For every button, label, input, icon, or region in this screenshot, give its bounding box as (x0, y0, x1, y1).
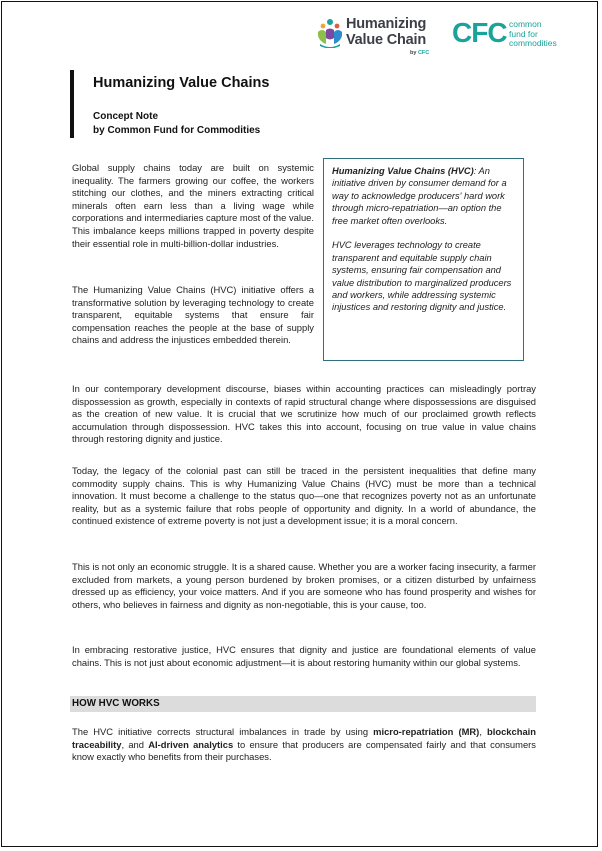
cfc-logo-line2: fund for (509, 28, 538, 39)
how-bold-blockchain: blockchain traceability (72, 726, 537, 750)
cfc-logo-words (509, 20, 557, 49)
paragraph-intro: Global supply chains today are built on systemic inequality. The farmers growing our coffee, the workers stitching our clothes, and the miners extracting critical minerals often earn less than a living wage while corporations and intermediaries capture most of the value. This imbalance keeps millions trapped in poverty despite their essential role in multi-billion-dollar industries. (72, 162, 314, 249)
hvc-logo-line2: Value Chain (346, 32, 426, 48)
callout-lead-rest: : An initiative driven by consumer demand for a way to acknowledge producers' hard work through micro-repatriation—an option the free market often overlooks. (332, 166, 507, 226)
paragraph-how-it-works (72, 726, 536, 764)
hvc-emblem-icon (316, 18, 344, 48)
hvc-logo-by-brand: CFC (417, 50, 430, 56)
subtitle-line2: by Common Fund for Commodities (93, 125, 261, 136)
how-text-start: The HVC initiative corrects structural imbalances in trade by using (72, 726, 374, 737)
paragraph-restorative: In embracing restorative justice, HVC ensures that dignity and justice are foundational elements of value chains. This is not just about economic adjustment—it is about restoring humanity within our global systems. (72, 644, 536, 668)
hvc-logo-wordmark (346, 16, 426, 48)
paragraph-colonial: Today, the legacy of the colonial past can still be traced in the persistent inequalities that define many commodity supply chains. This is why Humanizing Value Chains (HVC) must be more than a technical innovation. It must become a challenge to the status quo—one that recognizes poverty not as an unfortunate reality, but as a systemic failure that robs people of opportunity and dignity. In a world of abundance, the continued existence of extreme poverty is not just a development issue; it is a moral concern. (72, 465, 536, 527)
callout-para1 (332, 165, 515, 227)
cfc-logo (452, 18, 572, 52)
paragraph-shared-cause: This is not only an economic struggle. It is a shared cause. Whether you are a worker facing insecurity, a farmer excluded from markets, a young person burdened by broken promises, or a citizen disturbed by unfairness dressed up as efficiency, your voice matters. And if you are someone who has found prosperity and wishes for others, who believes in fairness and dignity as non-negotiable, this is your cause, too. (72, 561, 536, 610)
hvc-logo-byline (410, 50, 429, 56)
hvc-logo-line1: Humanizing (346, 16, 427, 32)
document-title: Humanizing Value Chains (93, 75, 270, 91)
subtitle-line1: Concept Note (93, 111, 158, 122)
cfc-logo-line1: common (509, 19, 542, 29)
how-bold-ai: AI-driven analytics (148, 738, 234, 750)
how-sep2: , and (121, 738, 149, 750)
hvc-logo-by: by (410, 50, 417, 56)
callout-para2: HVC leverages technology to create transparent and equitable supply chain systems, ensuring fair compensation and value distribution to marginalized producers and workers, while addressing systemic injustices and restoring dignity and justice. (332, 240, 512, 313)
section-heading: HOW HVC WORKS (72, 698, 160, 709)
callout-box (323, 158, 524, 361)
how-sep1: , (479, 726, 488, 737)
paragraph-initiative: The Humanizing Value Chains (HVC) initiative offers a transformative solution by leveraging technology to create transparent, equitable systems that ensure fair compensation reaches the people at the base of supply chains and address the injustices embedded therein. (72, 284, 314, 346)
how-bold-mr: micro-repatriation (MR) (373, 726, 480, 737)
cfc-logo-line3: commodities (509, 38, 557, 48)
title-accent-bar (70, 70, 74, 138)
callout-lead: Humanizing Value Chains (HVC) (332, 166, 474, 176)
document-subtitle (93, 110, 260, 138)
how-text-end: to ensure that producers are compensated fairly and that consumers know exactly who benefits from their purchases. (72, 738, 536, 763)
cfc-logo-mark: CFC (452, 17, 507, 48)
paragraph-discourse: In our contemporary development discourse, biases within accounting practices can misleadingly portray dispossession as growth, especially in contexts of rapid structural change where dispossessions are disguised as the creation of new value. It is crucial that we scrutinize how much of our proclaimed growth reflects accumulation through dispossession. HVC takes this into account, focusing on true value in value chains through restoring dignity and justice. (72, 383, 536, 445)
hvc-logo (316, 16, 444, 58)
